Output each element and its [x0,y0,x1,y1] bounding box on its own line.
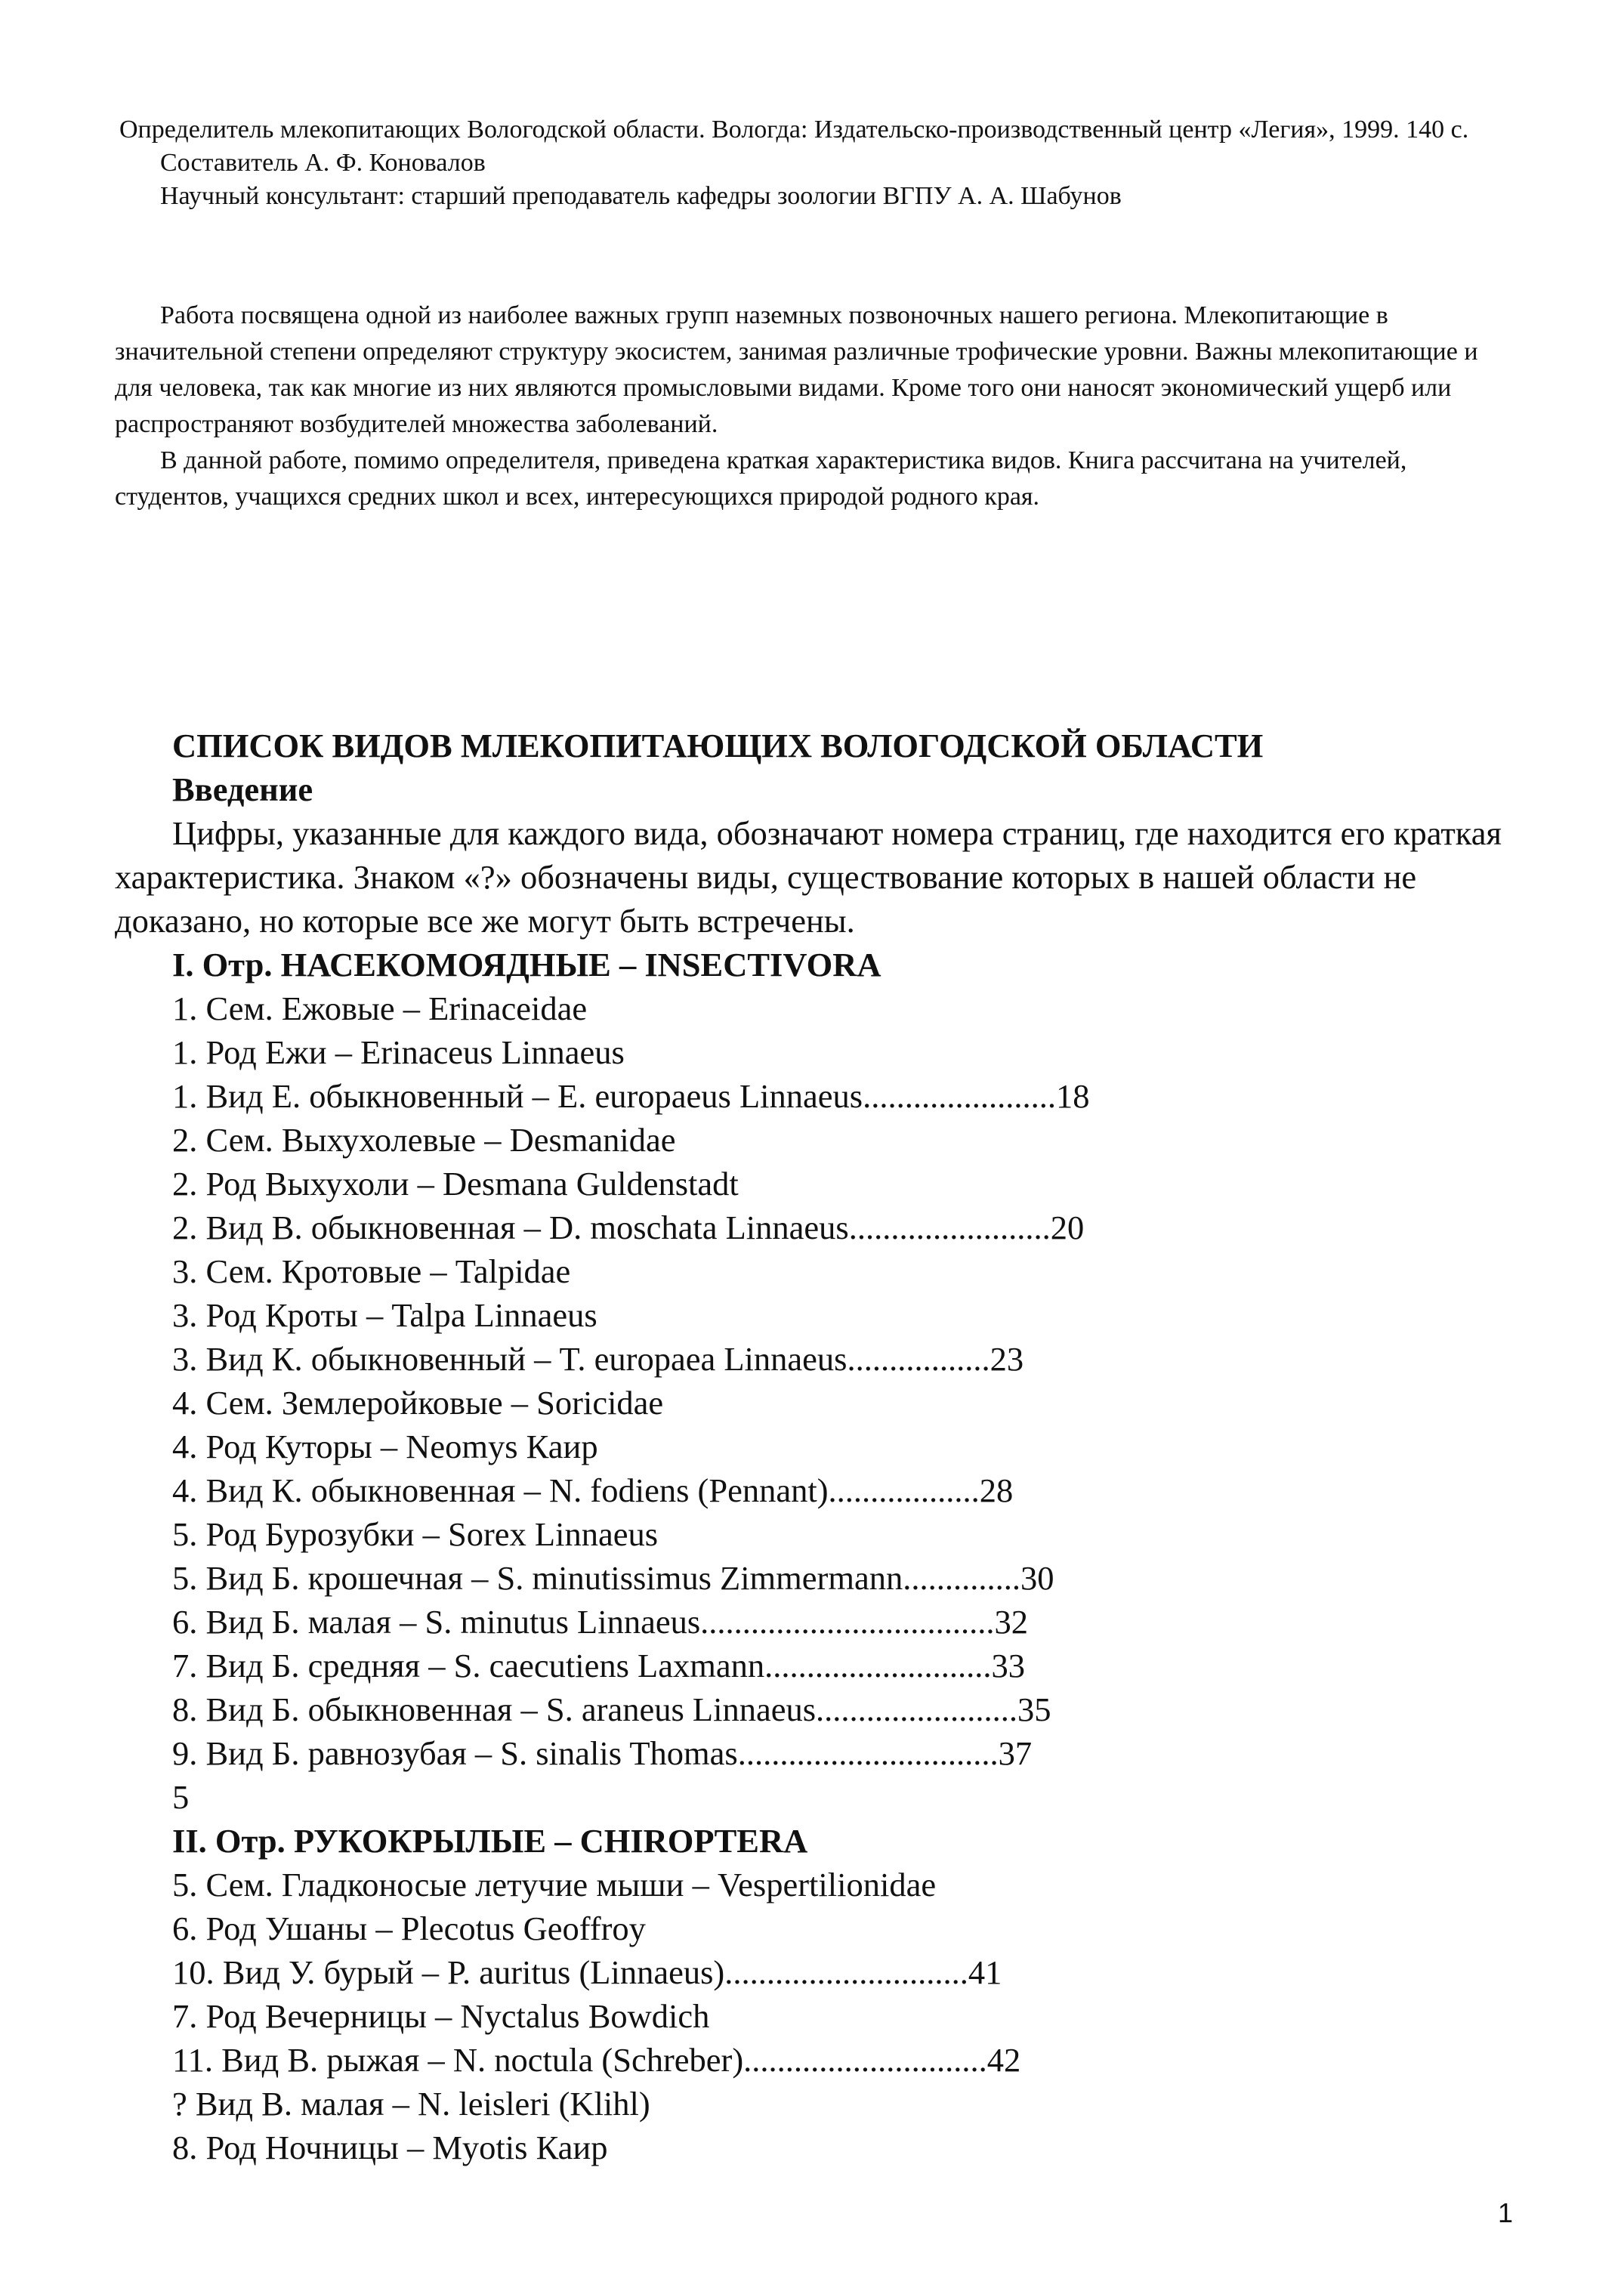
list-item: 11. Вид В. рыжая – N. noctula (Schreber).............................42 [172,2041,1021,2079]
list-item: 3. Сем. Кротовые – Talpidae [172,1252,571,1290]
list-item: 1. Вид Е. обыкновенный – E. europaeus Linnaeus.......................18 [172,1077,1090,1115]
list-item: 2. Вид В. обыкновенная – D. moschata Linnaeus........................20 [172,1209,1085,1246]
page-number: 1 [1498,2197,1514,2228]
order-heading: I. Отр. НАСЕКОМОЯДНЫЕ – INSECTIVORA [172,946,881,983]
abstract [115,298,1505,515]
list-item: 6. Вид Б. малая – S. minutus Linnaeus...................................32 [172,1603,1029,1641]
section-title: СПИСОК ВИДОВ МЛЕКОПИТАЮЩИХ ВОЛОГОДСКОЙ ОБЛАСТИ [172,727,1264,764]
list-item: 2. Сем. Выхухолевые – Desmanidae [172,1121,676,1159]
list-item: 1. Сем. Ежовые – Erinaceidae [172,990,588,1027]
list-item: 4. Вид К. обыкновенная – N. fodiens (Pennant)..................28 [172,1471,1014,1509]
list-item: ? Вид В. малая – N. leisleri (Klihl) [172,2085,650,2123]
abstract-paragraph: В данной работе, помимо определителя, приведена краткая характеристика видов. Книга рассчитана на учителей, студентов, учащихся средних школ и всех, интересующихся природой родного края. [115,446,1407,511]
species-list [115,724,1535,2169]
list-item: 6. Род Ушаны – Plecotus Geoffroy [172,1910,646,1947]
list-item: 2. Род Выхухоли – Desmana Guldenstadt [172,1165,739,1203]
list-item: 8. Род Ночницы – Myotis Каир [172,2129,608,2166]
citation: Определитель млекопитающих Вологодской области. Вологда: Издательско-производственный центр «Легия», 1999. 140 с. [119,116,1469,144]
list-item: 10. Вид У. бурый – P. auritus (Linnaeus).............................41 [172,1953,1002,1991]
list-item: 3. Вид К. обыкновенный – T. europaea Linnaeus.................23 [172,1340,1024,1378]
list-item: 5. Сем. Гладконосые летучие мыши – Vespertilionidae [172,1866,937,1903]
abstract-paragraph: Работа посвящена одной из наиболее важных групп наземных позвоночных нашего региона. Млекопитающие в значительной степени определяют структуру экосистем, занимая различные трофические уровни. Важны млекопитающие и для человека, так как многие из них являются промысловыми видами. Кроме того они наносят экономический ущерб или распространяют возбудителей множества заболеваний. [115,301,1478,438]
consultant: Научный консультант: старший преподаватель кафедры зоологии ВГПУ А. А. Шабунов [160,182,1122,210]
list-item: 5. Вид Б. крошечная – S. minutissimus Zimmermann..............30 [172,1559,1054,1597]
intro-heading: Введение [172,770,313,808]
list-item: 5. Род Бурозубки – Sorex Linnaeus [172,1515,659,1553]
list-item: 3. Род Кроты – Talpa Linnaeus [172,1296,597,1334]
list-item: 7. Род Вечерницы – Nyctalus Bowdich [172,1997,710,2035]
list-item: 4. Род Куторы – Neomys Каир [172,1428,598,1465]
list-item: 4. Сем. Землеройковые – Soricidae [172,1384,664,1422]
list-item: 7. Вид Б. средняя – S. caecutiens Laxmann...........................33 [172,1647,1025,1684]
list-item: 1. Род Ежи – Erinaceus Linnaeus [172,1033,625,1071]
bibliographic-header [115,113,1535,213]
compiler: Составитель А. Ф. Коновалов [160,149,486,177]
order-heading: II. Отр. РУКОКРЫЛЫЕ – CHIROPTERA [172,1822,808,1860]
list-item: 8. Вид Б. обыкновенная – S. araneus Linnaeus........................35 [172,1690,1051,1728]
intro-text: Цифры, указанные для каждого вида, обозначают номера страниц, где находится его краткая характеристика. Знаком «?» обозначены виды, существование которых в нашей области не доказано, но которые все же могут быть встречены. [115,814,1502,940]
list-item: 5 [172,1778,190,1816]
list-item: 9. Вид Б. равнозубая – S. sinalis Thomas...............................37 [172,1734,1033,1772]
